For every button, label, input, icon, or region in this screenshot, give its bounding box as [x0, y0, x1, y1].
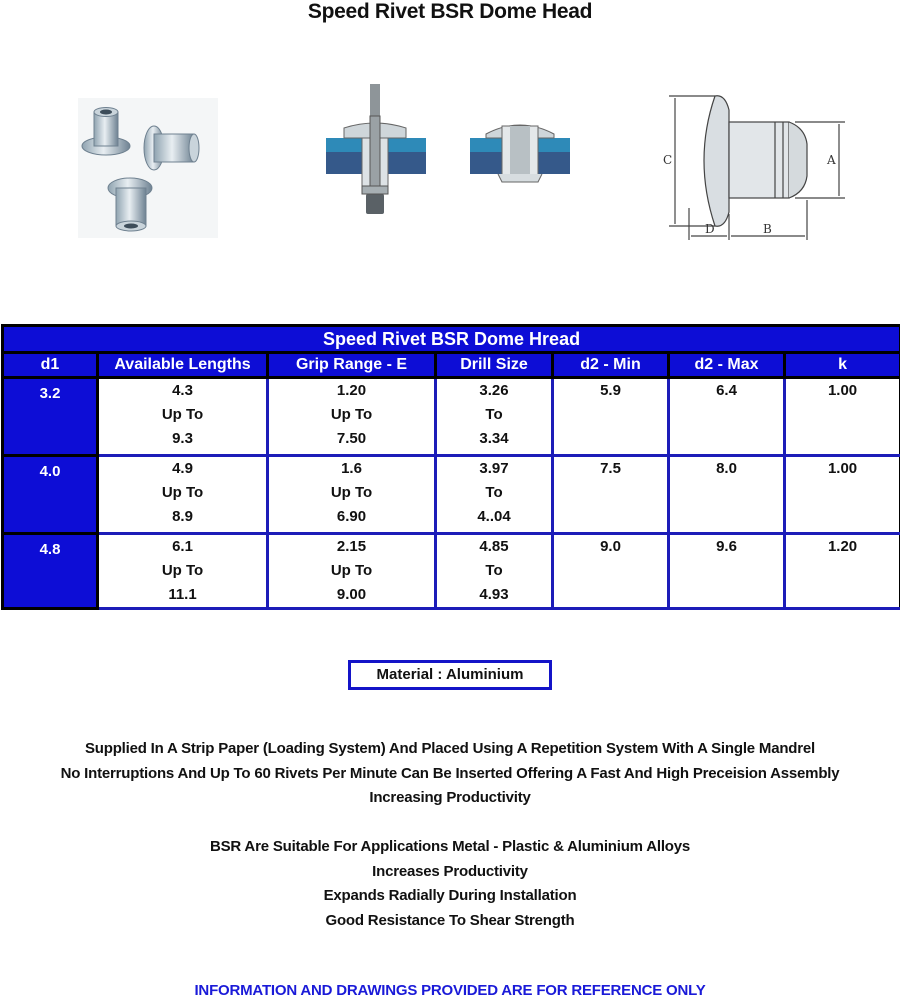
table-row	[3, 378, 900, 456]
column-header: d2 - Min	[553, 353, 669, 378]
feature-line: Good Resistance To Shear Strength	[325, 911, 575, 929]
description-paragraph	[0, 737, 900, 811]
description-line: No Interruptions And Up To 60 Rivets Per Minute Can Be Inserted Offering A Fast And High Preceision Assembly	[60, 764, 840, 782]
grip-cell: 1.6 Up To 6.90	[268, 456, 436, 534]
dim-label-a: A	[827, 153, 836, 167]
column-header: Available Lengths	[98, 353, 268, 378]
installation-diagram	[322, 82, 580, 222]
dim-label-d: D	[705, 222, 715, 236]
k-cell: 1.00	[785, 456, 900, 534]
drill-cell: 3.97 To 4..04	[436, 456, 553, 534]
spec-table	[1, 324, 900, 610]
rivet-photo-image	[78, 98, 218, 238]
d1-cell: 3.2	[3, 378, 98, 456]
d2-max-cell: 9.6	[669, 534, 785, 609]
d1-cell: 4.0	[3, 456, 98, 534]
lengths-cell: 4.3 Up To 9.3	[98, 378, 268, 456]
table-row	[3, 456, 900, 534]
drill-cell: 4.85 To 4.93	[436, 534, 553, 609]
column-header: Grip Range - E	[268, 353, 436, 378]
features-paragraph	[0, 835, 900, 933]
description-line: Supplied In A Strip Paper (Loading System) And Placed Using A Repetition System With A Single Mandrel	[84, 740, 816, 757]
disclaimer-footer: INFORMATION AND DRAWINGS PROVIDED ARE FOR REFERENCE ONLY	[194, 982, 706, 999]
lengths-cell: 6.1 Up To 11.1	[98, 534, 268, 609]
table-row	[3, 534, 900, 609]
feature-line: Expands Radially During Installation	[323, 887, 577, 904]
dim-label-b: B	[763, 222, 772, 236]
feature-line: Increases Productivity	[372, 862, 528, 880]
dimension-drawing	[655, 88, 855, 248]
grip-cell: 2.15 Up To 9.00	[268, 534, 436, 609]
k-cell: 1.20	[785, 534, 900, 609]
d2-min-cell: 9.0	[553, 534, 669, 609]
lengths-cell: 4.9 Up To 8.9	[98, 456, 268, 534]
d2-min-cell: 7.5	[553, 456, 669, 534]
k-cell: 1.00	[785, 378, 900, 456]
dim-label-c: C	[663, 153, 673, 167]
column-header: Drill Size	[436, 353, 553, 378]
d1-cell: 4.8	[3, 534, 98, 609]
description-line: Increasing Productivity	[369, 789, 531, 806]
column-header: d2 - Max	[669, 353, 785, 378]
drill-cell: 3.26 To 3.34	[436, 378, 553, 456]
d2-max-cell: 8.0	[669, 456, 785, 534]
column-header: k	[785, 353, 900, 378]
grip-cell: 1.20 Up To 7.50	[268, 378, 436, 456]
page-title: Speed Rivet BSR Dome Head	[307, 0, 593, 23]
feature-line: BSR Are Suitable For Applications Metal - Plastic & Aluminium Alloys	[209, 838, 691, 855]
d2-max-cell: 6.4	[669, 378, 785, 456]
d2-min-cell: 5.9	[553, 378, 669, 456]
table-caption: Speed Rivet BSR Dome Hread	[3, 326, 900, 353]
material-box: Material : Aluminium	[348, 660, 552, 690]
column-header: d1	[3, 353, 98, 378]
